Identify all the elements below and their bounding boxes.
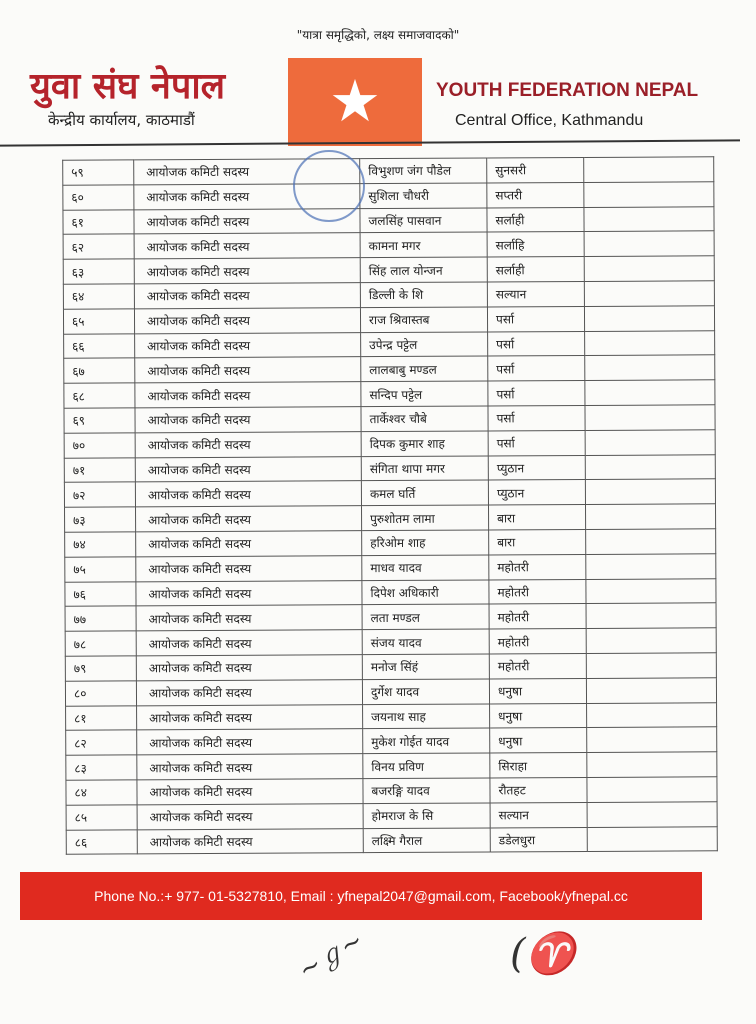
member-name-cell: मनोज सिंहं bbox=[362, 654, 489, 679]
member-name-cell: सुशिला चौधरी bbox=[360, 183, 487, 208]
district-cell: पर्सा bbox=[488, 405, 585, 430]
member-name-cell: कामना मगर bbox=[360, 232, 487, 257]
member-name-cell: दिपक कुमार शाह bbox=[361, 431, 488, 456]
table-row bbox=[63, 182, 714, 210]
empty-cell bbox=[585, 479, 715, 504]
position-cell: आयोजक कमिटी सदस्य bbox=[135, 382, 361, 408]
member-name-cell: लक्ष्मि गैराल bbox=[363, 827, 490, 852]
position-cell: आयोजक कमिटी सदस्य bbox=[137, 704, 363, 730]
table-row bbox=[64, 380, 715, 408]
empty-cell bbox=[584, 157, 714, 182]
district-cell: सिराहा bbox=[490, 753, 587, 778]
serial-number-cell: ६८ bbox=[64, 383, 135, 408]
district-cell: सुनसरी bbox=[487, 157, 584, 182]
member-name-cell: राज श्रिवास्तब bbox=[360, 307, 487, 332]
star-icon: ★ bbox=[329, 67, 381, 135]
member-name-cell: कमल घर्ति bbox=[361, 480, 488, 505]
serial-number-cell: ८२ bbox=[66, 730, 137, 755]
table-row bbox=[65, 678, 716, 706]
empty-cell bbox=[585, 454, 715, 479]
position-cell: आयोजक कमिटी सदस्य bbox=[134, 233, 360, 259]
district-cell: सर्लाही bbox=[487, 207, 584, 232]
empty-cell bbox=[586, 653, 716, 678]
table-row bbox=[66, 826, 717, 854]
empty-cell bbox=[584, 231, 714, 256]
signature-1: ~ℊ~ bbox=[293, 925, 369, 987]
member-name-cell: संजय यादव bbox=[362, 629, 489, 654]
table-row bbox=[63, 256, 714, 284]
serial-number-cell: ८१ bbox=[66, 705, 137, 730]
table-row bbox=[66, 802, 717, 830]
empty-cell bbox=[587, 777, 717, 802]
table-row bbox=[64, 355, 715, 383]
district-cell: पर्सा bbox=[488, 356, 585, 381]
district-cell: सर्लाहि bbox=[487, 232, 584, 257]
office-nepali: केन्द्रीय कार्यालय, काठमाडौं bbox=[48, 111, 195, 129]
position-cell: आयोजक कमिटी सदस्य bbox=[135, 481, 361, 507]
position-cell: आयोजक कमिटी सदस्य bbox=[134, 258, 360, 284]
serial-number-cell: ७० bbox=[64, 433, 135, 458]
serial-number-cell: ८३ bbox=[66, 755, 137, 780]
serial-number-cell: ७३ bbox=[65, 507, 136, 532]
member-name-cell: सन्दिप पट्टेल bbox=[361, 381, 488, 406]
empty-cell bbox=[586, 603, 716, 628]
district-cell: महोतरी bbox=[489, 554, 586, 579]
serial-number-cell: ८४ bbox=[66, 780, 137, 805]
table-row bbox=[65, 554, 716, 582]
district-cell: सप्तरी bbox=[487, 182, 584, 207]
position-cell: आयोजक कमिटी सदस्य bbox=[136, 580, 362, 606]
serial-number-cell: ७१ bbox=[64, 457, 135, 482]
office-english: Central Office, Kathmandu bbox=[455, 112, 644, 129]
organization-seal-icon bbox=[293, 150, 365, 222]
empty-cell bbox=[585, 430, 715, 455]
position-cell: आयोजक कमिटी सदस्य bbox=[137, 754, 363, 780]
district-cell: प्युठान bbox=[488, 455, 585, 480]
empty-cell bbox=[584, 206, 714, 231]
serial-number-cell: ७८ bbox=[65, 631, 136, 656]
member-name-cell: बजरङ्गि यादव bbox=[363, 778, 490, 803]
contact-footer: Phone No.:+ 977- 01-5327810, Email : yfnepal2047@gmail.com, Facebook/yfnepal.cc bbox=[20, 872, 702, 920]
district-cell: पर्सा bbox=[488, 430, 585, 455]
empty-cell bbox=[586, 628, 716, 653]
empty-cell bbox=[587, 702, 717, 727]
position-cell: आयोजक कमिटी सदस्य bbox=[136, 555, 362, 581]
table-row bbox=[64, 430, 715, 458]
empty-cell bbox=[585, 405, 715, 430]
empty-cell bbox=[585, 504, 715, 529]
serial-number-cell: ६६ bbox=[64, 333, 135, 358]
serial-number-cell: ६२ bbox=[63, 234, 134, 259]
member-name-cell: तार्केश्वर चौबे bbox=[361, 406, 488, 431]
position-cell: आयोजक कमिटी सदस्य bbox=[136, 605, 362, 631]
position-cell: आयोजक कमिटी सदस्य bbox=[135, 407, 361, 433]
table-row bbox=[65, 578, 716, 606]
table-row bbox=[65, 628, 716, 656]
signature-2: (♈ bbox=[510, 931, 576, 977]
org-title-english: YOUTH FEDERATION NEPAL bbox=[436, 80, 699, 101]
member-name-cell: माधव यादव bbox=[362, 555, 489, 580]
table-row bbox=[64, 454, 715, 482]
district-cell: धनुषा bbox=[490, 728, 587, 753]
position-cell: आयोजक कमिटी सदस्य bbox=[137, 729, 363, 755]
district-cell: सर्लाही bbox=[487, 257, 584, 282]
district-cell: महोतरी bbox=[489, 629, 586, 654]
table-row bbox=[63, 306, 714, 334]
district-cell: सल्यान bbox=[487, 281, 584, 306]
member-name-cell: विभुशण जंग पौडेल bbox=[360, 158, 487, 183]
table-row bbox=[63, 206, 714, 234]
position-cell: आयोजक कमिटी सदस्य bbox=[134, 307, 360, 333]
serial-number-cell: ६१ bbox=[63, 209, 134, 234]
table-row bbox=[64, 479, 715, 507]
serial-number-cell: ६० bbox=[63, 185, 134, 210]
serial-number-cell: ८५ bbox=[66, 805, 137, 830]
serial-number-cell: ६९ bbox=[64, 408, 135, 433]
position-cell: आयोजक कमिटी सदस्य bbox=[135, 456, 361, 482]
table-row bbox=[66, 727, 717, 755]
member-name-cell: लालबाबु मण्डल bbox=[361, 356, 488, 381]
serial-number-cell: ६४ bbox=[63, 284, 134, 309]
member-name-cell: विनय प्रविण bbox=[363, 753, 490, 778]
empty-cell bbox=[585, 355, 715, 380]
serial-number-cell: ६३ bbox=[63, 259, 134, 284]
position-cell: आयोजक कमिटी सदस्य bbox=[134, 208, 360, 234]
member-name-cell: दुर्गेश यादव bbox=[362, 679, 489, 704]
table-row bbox=[65, 504, 716, 532]
empty-cell bbox=[587, 752, 717, 777]
serial-number-cell: ७७ bbox=[65, 606, 136, 631]
district-cell: प्युठान bbox=[488, 480, 585, 505]
district-cell: पर्सा bbox=[487, 306, 584, 331]
position-cell: आयोजक कमिटी सदस्य bbox=[134, 283, 360, 309]
table-row bbox=[65, 603, 716, 631]
empty-cell bbox=[587, 802, 717, 827]
district-cell: बारा bbox=[489, 529, 586, 554]
empty-cell bbox=[584, 306, 714, 331]
position-cell: आयोजक कमिटी सदस्य bbox=[136, 679, 362, 705]
empty-cell bbox=[586, 678, 716, 703]
position-cell: आयोजक कमिटी सदस्य bbox=[137, 803, 363, 829]
member-name-cell: होमराज के सि bbox=[363, 803, 490, 828]
position-cell: आयोजक कमिटी सदस्य bbox=[137, 828, 363, 854]
member-name-cell: हरिओम शाह bbox=[362, 530, 489, 555]
district-cell: बारा bbox=[488, 505, 585, 530]
table-row bbox=[63, 281, 714, 309]
position-cell: आयोजक कमिटी सदस्य bbox=[134, 159, 360, 185]
table-row bbox=[66, 702, 717, 730]
empty-cell bbox=[585, 380, 715, 405]
position-cell: आयोजक कमिटी सदस्य bbox=[136, 630, 362, 656]
serial-number-cell: ६७ bbox=[64, 358, 135, 383]
position-cell: आयोजक कमिटी सदस्य bbox=[136, 506, 362, 532]
table-row bbox=[64, 405, 715, 433]
member-name-cell: जलसिंह पासवान bbox=[360, 208, 487, 233]
district-cell: महोतरी bbox=[489, 579, 586, 604]
member-name-cell: लता मण्डल bbox=[362, 604, 489, 629]
empty-cell bbox=[586, 554, 716, 579]
table-row bbox=[65, 529, 716, 557]
serial-number-cell: ८० bbox=[65, 681, 136, 706]
empty-cell bbox=[586, 578, 716, 603]
district-cell: धनुषा bbox=[490, 703, 587, 728]
district-cell: डडेलधुरा bbox=[490, 827, 587, 852]
serial-number-cell: ७५ bbox=[65, 557, 136, 582]
member-name-cell: उपेन्द्र पट्टेल bbox=[361, 332, 488, 357]
empty-cell bbox=[587, 826, 717, 851]
org-title-nepali: युवा संघ नेपाल bbox=[30, 66, 226, 107]
position-cell: आयोजक कमिटी सदस्य bbox=[136, 531, 362, 557]
table-row bbox=[66, 777, 717, 805]
motto: "यात्रा समृद्धिको, लक्ष्य समाजवादको" bbox=[296, 28, 460, 42]
position-cell: आयोजक कमिटी सदस्य bbox=[135, 332, 361, 358]
member-name-cell: मुकेश गोईत यादव bbox=[363, 728, 490, 753]
table-row bbox=[63, 231, 714, 259]
position-cell: आयोजक कमिटी सदस्य bbox=[135, 431, 361, 457]
empty-cell bbox=[584, 256, 714, 281]
table-row bbox=[66, 752, 717, 780]
serial-number-cell: ५९ bbox=[63, 160, 134, 185]
members-table bbox=[62, 156, 718, 855]
member-name-cell: डिल्ली के शि bbox=[360, 282, 487, 307]
serial-number-cell: ७९ bbox=[65, 656, 136, 681]
district-cell: पर्सा bbox=[488, 331, 585, 356]
member-name-cell: सिंह लाल योन्जन bbox=[360, 257, 487, 282]
position-cell: आयोजक कमिटी सदस्य bbox=[137, 779, 363, 805]
district-cell: महोतरी bbox=[489, 653, 586, 678]
empty-cell bbox=[584, 182, 714, 207]
table-row bbox=[64, 330, 715, 358]
district-cell: महोतरी bbox=[489, 604, 586, 629]
district-cell: रौतहट bbox=[490, 777, 587, 802]
member-name-cell: जयनाथ साह bbox=[363, 704, 490, 729]
serial-number-cell: ७२ bbox=[64, 482, 135, 507]
serial-number-cell: ८६ bbox=[66, 829, 137, 854]
empty-cell bbox=[585, 330, 715, 355]
serial-number-cell: ७४ bbox=[65, 532, 136, 557]
empty-cell bbox=[587, 727, 717, 752]
empty-cell bbox=[586, 529, 716, 554]
star-logo bbox=[288, 58, 422, 146]
member-name-cell: दिपेश अधिकारी bbox=[362, 580, 489, 605]
serial-number-cell: ६५ bbox=[63, 309, 134, 334]
serial-number-cell: ७६ bbox=[65, 581, 136, 606]
district-cell: धनुषा bbox=[489, 678, 586, 703]
member-name-cell: संगिता थापा मगर bbox=[361, 456, 488, 481]
district-cell: पर्सा bbox=[488, 381, 585, 406]
district-cell: सल्यान bbox=[490, 802, 587, 827]
position-cell: आयोजक कमिटी सदस्य bbox=[136, 655, 362, 681]
table-row bbox=[63, 157, 714, 185]
member-name-cell: पुरुशोतम लामा bbox=[362, 505, 489, 530]
empty-cell bbox=[584, 281, 714, 306]
position-cell: आयोजक कमिटी सदस्य bbox=[134, 183, 360, 209]
position-cell: आयोजक कमिटी सदस्य bbox=[135, 357, 361, 383]
table-row bbox=[65, 653, 716, 681]
